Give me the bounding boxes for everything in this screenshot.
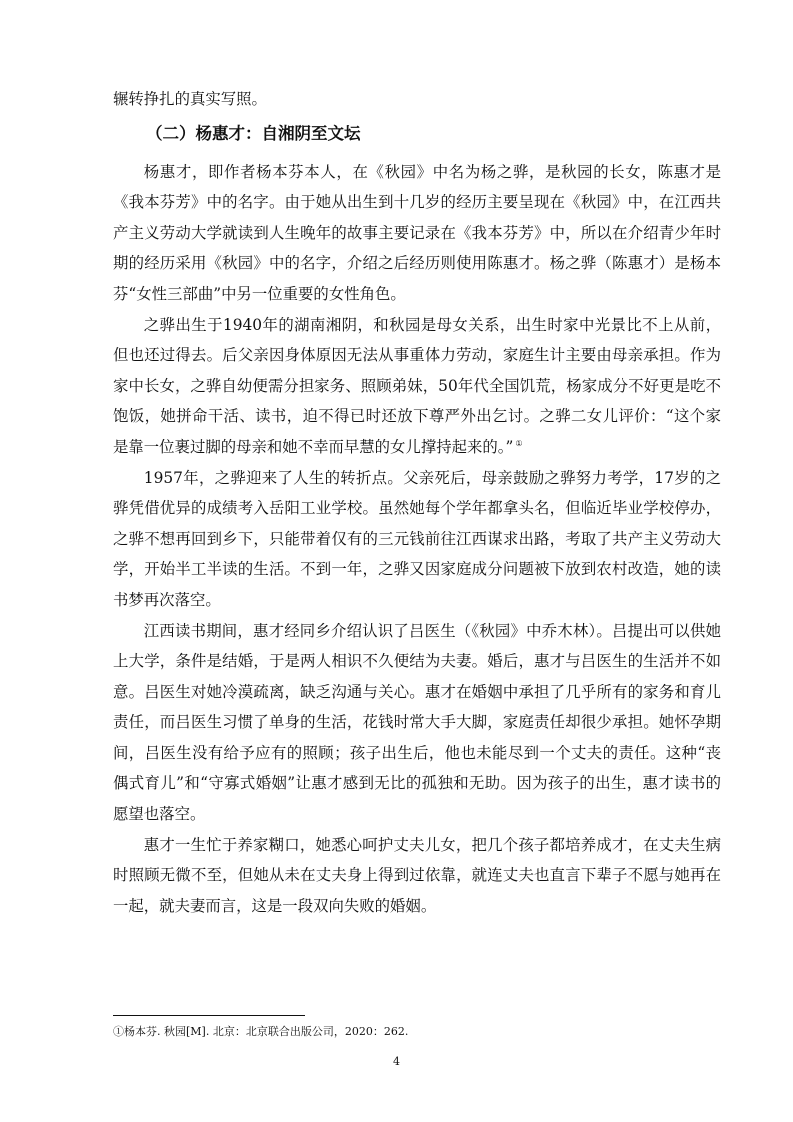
paragraph-conclusion: 惠才一生忙于养家糊口，她悉心呵护丈夫儿女，把几个孩子都培养成才，在丈夫生病时照顾无微不至，但她从未在丈夫身上得到过依靠，就连丈夫也直言下辈子不愿与她再在一起，就夫妻而言，这是一段双向失败的婚姻。 <box>113 835 721 915</box>
footnote-divider <box>113 1015 305 1016</box>
footnote: ①杨本芬. 秋园[M]. 北京：北京联合出版公司，2020：262. <box>113 1025 409 1038</box>
continued-paragraph: 辗转挣扎的真实写照。 <box>113 90 267 108</box>
paragraph-childhood <box>113 310 721 463</box>
footnote-reference[interactable]: ① <box>515 438 523 448</box>
paragraph-turning-point: 1957年，之骅迎来了人生的转折点。父亲死后，母亲鼓励之骅努力考学，17岁的之骅凭借优异的成绩考入岳阳工业学校。虽然她每个学年都拿头名，但临近毕业学校停办，之骅不想再回到乡下，只能带着仅有的三元钱前往江西谋求出路，考取了共产主义劳动大学，开始半工半读的生活。不到一年，之骅又因家庭成分问题被下放到农村改造，她的读书梦再次落空。 <box>113 468 721 609</box>
section-heading: （二）杨惠才：自湘阴至文坛 <box>146 123 361 143</box>
page-number: 4 <box>393 1055 400 1068</box>
paragraph-childhood-text: 之骅出生于1940年的湖南湘阴，和秋园是母女关系，出生时家中光景比不上从前，但也还过得去。后父亲因身体原因无法从事重体力劳动，家庭生计主要由母亲承担。作为家中长女，之骅自幼便需分担家务、照顾弟妹，50年代全国饥荒，杨家成分不好更是吃不饱饭，她拼命干活、读书，迫不得已时还放下尊严外出乞讨。之骅二女儿评价：“这个家是靠一位裹过脚的母亲和她不幸而早慧的女儿撑持起来的。” <box>113 315 721 456</box>
paragraph-marriage: 江西读书期间，惠才经同乡介绍认识了吕医生（《秋园》中乔木林）。吕提出可以供她上大学，条件是结婚，于是两人相识不久便结为夫妻。婚后，惠才与吕医生的生活并不如意。吕医生对她冷漠疏离，缺乏沟通与关心。惠才在婚姻中承担了几乎所有的家务和育儿责任，而吕医生习惯了单身的生活，花钱时常大手大脚，家庭责任却很少承担。她怀孕期间，吕医生没有给予应有的照顾；孩子出生后，他也未能尽到一个丈夫的责任。这种“丧偶式育儿”和“守寡式婚姻”让惠才感到无比的孤独和无助。因为孩子的出生，惠才读书的愿望也落空。 <box>113 621 721 824</box>
paragraph-introduction: 杨惠才，即作者杨本芬本人，在《秋园》中名为杨之骅，是秋园的长女，陈惠才是《我本芬芳》中的名字。由于她从出生到十几岁的经历主要呈现在《秋园》中，在江西共产主义劳动大学就读到人生晚年的故事主要记录在《我本芬芳》中，所以在介绍青少年时期的经历采用《秋园》中的名字，介绍之后经历则使用陈惠才。杨之骅（陈惠才）是杨本芬“女性三部曲”中另一位重要的女性角色。 <box>113 162 721 303</box>
main-text-column <box>113 84 721 921</box>
